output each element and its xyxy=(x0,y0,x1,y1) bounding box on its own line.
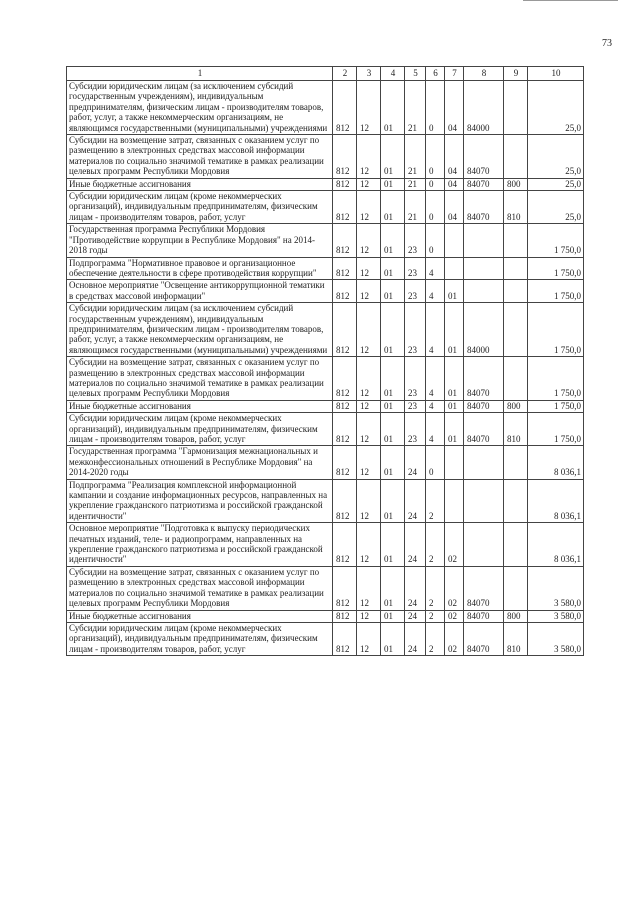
program-code: 21 xyxy=(405,135,426,179)
table-row xyxy=(67,303,584,357)
table-row xyxy=(67,357,584,401)
section-code: 12 xyxy=(357,566,381,610)
amount: 8 036,1 xyxy=(528,479,584,523)
expense-type-code xyxy=(504,566,528,610)
column-header: 3 xyxy=(357,67,381,81)
program-code: 24 xyxy=(405,622,426,655)
event-code: 01 xyxy=(445,280,464,303)
program-code: 24 xyxy=(405,446,426,479)
column-header: 5 xyxy=(405,67,426,81)
direction-code: 84000 xyxy=(464,81,504,135)
ministry-code: 812 xyxy=(333,610,357,622)
column-header: 2 xyxy=(333,67,357,81)
direction-code: 84000 xyxy=(464,303,504,357)
table-row xyxy=(67,280,584,303)
expense-type-code xyxy=(504,523,528,567)
budget-table xyxy=(66,66,583,656)
program-code: 23 xyxy=(405,257,426,280)
event-code xyxy=(445,224,464,257)
program-code: 24 xyxy=(405,566,426,610)
ministry-code: 812 xyxy=(333,479,357,523)
direction-code: 84070 xyxy=(464,178,504,190)
expense-type-code xyxy=(504,224,528,257)
amount: 1 750,0 xyxy=(528,303,584,357)
table-row xyxy=(67,413,584,446)
direction-code: 84070 xyxy=(464,622,504,655)
row-description: Иные бюджетные ассигнования xyxy=(67,400,333,412)
program-code: 24 xyxy=(405,479,426,523)
section-code: 12 xyxy=(357,81,381,135)
program-code: 21 xyxy=(405,81,426,135)
direction-code xyxy=(464,224,504,257)
subsection-code: 01 xyxy=(381,622,405,655)
table-row xyxy=(67,479,584,523)
ministry-code: 812 xyxy=(333,303,357,357)
section-code: 12 xyxy=(357,610,381,622)
subsection-code: 01 xyxy=(381,413,405,446)
direction-code: 84070 xyxy=(464,357,504,401)
ministry-code: 812 xyxy=(333,257,357,280)
row-description: Субсидии юридическим лицам (кроме некоммерческих организаций), индивидуальным предпринимателям, физическим лицам - производителям товаров, работ, услуг xyxy=(67,622,333,655)
header-row xyxy=(67,67,584,81)
program-code: 23 xyxy=(405,303,426,357)
row-description: Подпрограмма "Реализация комплексной информационной кампании и создание информационных ресурсов, направленных на укрепление гражданского патриотизма и российской гражданской идентичности" xyxy=(67,479,333,523)
amount: 8 036,1 xyxy=(528,523,584,567)
column-header: 10 xyxy=(528,67,584,81)
amount: 1 750,0 xyxy=(528,280,584,303)
subsection-code: 01 xyxy=(381,191,405,224)
column-header: 9 xyxy=(504,67,528,81)
expense-type-code: 810 xyxy=(504,622,528,655)
table-row xyxy=(67,257,584,280)
ministry-code: 812 xyxy=(333,357,357,401)
amount: 25,0 xyxy=(528,191,584,224)
expense-type-code xyxy=(504,135,528,179)
subprogram-code: 2 xyxy=(426,622,445,655)
subprogram-code: 4 xyxy=(426,257,445,280)
event-code xyxy=(445,479,464,523)
ministry-code: 812 xyxy=(333,400,357,412)
ministry-code: 812 xyxy=(333,446,357,479)
subprogram-code: 2 xyxy=(426,479,445,523)
table-row xyxy=(67,566,584,610)
event-code: 04 xyxy=(445,191,464,224)
expense-type-code: 810 xyxy=(504,191,528,224)
row-description: Субсидии на возмещение затрат, связанных с оказанием услуг по размещению в электронных средствах массовой информации материалов по социально значимой тематике в рамках реализации целевых программ Республики Мордовия xyxy=(67,566,333,610)
top-edge-line xyxy=(523,0,618,1)
ministry-code: 812 xyxy=(333,191,357,224)
table-row xyxy=(67,178,584,190)
row-description: Субсидии юридическим лицам (за исключением субсидий государственным учреждениям), индивидуальным предпринимателям, физическим лицам - производителям товаров, работ, услуг, а также некоммерческим организациям, не являющимся государственными (муниципальными) учреждениями xyxy=(67,81,333,135)
subprogram-code: 2 xyxy=(426,566,445,610)
program-code: 21 xyxy=(405,178,426,190)
direction-code xyxy=(464,280,504,303)
subprogram-code: 0 xyxy=(426,224,445,257)
expense-type-code: 800 xyxy=(504,178,528,190)
section-code: 12 xyxy=(357,178,381,190)
row-description: Субсидии юридическим лицам (за исключением субсидий государственным учреждениям), индивидуальным предпринимателям, физическим лицам - производителям товаров, работ, услуг, а также некоммерческим организациям, не являющимся государственными (муниципальными) учреждениями xyxy=(67,303,333,357)
subprogram-code: 2 xyxy=(426,523,445,567)
column-header: 8 xyxy=(464,67,504,81)
expense-type-code xyxy=(504,357,528,401)
subprogram-code: 4 xyxy=(426,413,445,446)
subprogram-code: 0 xyxy=(426,135,445,179)
event-code: 02 xyxy=(445,610,464,622)
table-row xyxy=(67,81,584,135)
direction-code xyxy=(464,257,504,280)
amount: 1 750,0 xyxy=(528,224,584,257)
subsection-code: 01 xyxy=(381,610,405,622)
row-description: Субсидии на возмещение затрат, связанных с оказанием услуг по размещению в электронных средствах массовой информации материалов по социально значимой тематике в рамках реализации целевых программ Республики Мордовия xyxy=(67,357,333,401)
row-description: Подпрограмма "Нормативное правовое и организационное обеспечение деятельности в сфере противодействия коррупции" xyxy=(67,257,333,280)
section-code: 12 xyxy=(357,413,381,446)
subsection-code: 01 xyxy=(381,178,405,190)
subprogram-code: 4 xyxy=(426,400,445,412)
ministry-code: 812 xyxy=(333,413,357,446)
event-code: 02 xyxy=(445,523,464,567)
expense-type-code: 800 xyxy=(504,610,528,622)
event-code: 01 xyxy=(445,413,464,446)
event-code xyxy=(445,257,464,280)
amount: 1 750,0 xyxy=(528,257,584,280)
subprogram-code: 4 xyxy=(426,357,445,401)
row-description: Основное мероприятие "Освещение антикоррупционной тематики в средствах массовой информации" xyxy=(67,280,333,303)
amount: 8 036,1 xyxy=(528,446,584,479)
program-code: 23 xyxy=(405,400,426,412)
section-code: 12 xyxy=(357,303,381,357)
direction-code: 84070 xyxy=(464,135,504,179)
direction-code xyxy=(464,446,504,479)
event-code: 04 xyxy=(445,178,464,190)
column-header: 7 xyxy=(445,67,464,81)
section-code: 12 xyxy=(357,479,381,523)
program-code: 23 xyxy=(405,280,426,303)
expense-type-code xyxy=(504,446,528,479)
event-code: 01 xyxy=(445,357,464,401)
expense-type-code xyxy=(504,81,528,135)
program-code: 23 xyxy=(405,357,426,401)
event-code: 04 xyxy=(445,81,464,135)
section-code: 12 xyxy=(357,257,381,280)
event-code: 01 xyxy=(445,303,464,357)
amount: 3 580,0 xyxy=(528,566,584,610)
section-code: 12 xyxy=(357,135,381,179)
ministry-code: 812 xyxy=(333,81,357,135)
amount: 1 750,0 xyxy=(528,400,584,412)
subprogram-code: 4 xyxy=(426,303,445,357)
amount: 25,0 xyxy=(528,135,584,179)
expense-type-code xyxy=(504,257,528,280)
subsection-code: 01 xyxy=(381,303,405,357)
subsection-code: 01 xyxy=(381,280,405,303)
row-description: Государственная программа "Гармонизация межнациональных и межконфессиональных отношений в Республике Мордовия" на 2014-2020 годы xyxy=(67,446,333,479)
subsection-code: 01 xyxy=(381,523,405,567)
direction-code xyxy=(464,523,504,567)
subprogram-code: 0 xyxy=(426,81,445,135)
section-code: 12 xyxy=(357,224,381,257)
amount: 1 750,0 xyxy=(528,413,584,446)
ministry-code: 812 xyxy=(333,135,357,179)
program-code: 23 xyxy=(405,224,426,257)
section-code: 12 xyxy=(357,357,381,401)
section-code: 12 xyxy=(357,280,381,303)
ministry-code: 812 xyxy=(333,224,357,257)
subprogram-code: 0 xyxy=(426,191,445,224)
expense-type-code xyxy=(504,303,528,357)
amount: 25,0 xyxy=(528,178,584,190)
page-number: 73 xyxy=(602,38,612,49)
event-code: 02 xyxy=(445,622,464,655)
table-row xyxy=(67,400,584,412)
event-code: 04 xyxy=(445,135,464,179)
row-description: Субсидии юридическим лицам (кроме некоммерческих организаций), индивидуальным предпринимателям, физическим лицам - производителям товаров, работ, услуг xyxy=(67,413,333,446)
table-row xyxy=(67,622,584,655)
ministry-code: 812 xyxy=(333,178,357,190)
column-header: 6 xyxy=(426,67,445,81)
program-code: 24 xyxy=(405,523,426,567)
amount: 25,0 xyxy=(528,81,584,135)
event-code: 01 xyxy=(445,400,464,412)
table-row xyxy=(67,191,584,224)
direction-code: 84070 xyxy=(464,610,504,622)
subsection-code: 01 xyxy=(381,257,405,280)
row-description: Субсидии юридическим лицам (кроме некоммерческих организаций), индивидуальным предпринимателям, физическим лицам - производителям товаров, работ, услуг xyxy=(67,191,333,224)
section-code: 12 xyxy=(357,191,381,224)
amount: 3 580,0 xyxy=(528,622,584,655)
column-header: 4 xyxy=(381,67,405,81)
table-row xyxy=(67,610,584,622)
section-code: 12 xyxy=(357,622,381,655)
subsection-code: 01 xyxy=(381,357,405,401)
direction-code: 84070 xyxy=(464,566,504,610)
program-code: 24 xyxy=(405,610,426,622)
expense-type-code xyxy=(504,280,528,303)
amount: 3 580,0 xyxy=(528,610,584,622)
subprogram-code: 0 xyxy=(426,178,445,190)
table-row xyxy=(67,523,584,567)
ministry-code: 812 xyxy=(333,523,357,567)
row-description: Иные бюджетные ассигнования xyxy=(67,178,333,190)
subprogram-code: 4 xyxy=(426,280,445,303)
subprogram-code: 0 xyxy=(426,446,445,479)
expense-type-code: 800 xyxy=(504,400,528,412)
ministry-code: 812 xyxy=(333,280,357,303)
event-code xyxy=(445,446,464,479)
subsection-code: 01 xyxy=(381,400,405,412)
section-code: 12 xyxy=(357,400,381,412)
expense-type-code xyxy=(504,479,528,523)
direction-code: 84070 xyxy=(464,400,504,412)
row-description: Иные бюджетные ассигнования xyxy=(67,610,333,622)
table-row xyxy=(67,446,584,479)
ministry-code: 812 xyxy=(333,622,357,655)
event-code: 02 xyxy=(445,566,464,610)
direction-code: 84070 xyxy=(464,191,504,224)
subsection-code: 01 xyxy=(381,566,405,610)
row-description: Основное мероприятие "Подготовка к выпуску периодических печатных изданий, теле- и радиопрограмм, направленных на укрепление гражданского патриотизма и российской гражданской идентичности" xyxy=(67,523,333,567)
ministry-code: 812 xyxy=(333,566,357,610)
column-header: 1 xyxy=(67,67,333,81)
direction-code: 84070 xyxy=(464,413,504,446)
program-code: 21 xyxy=(405,191,426,224)
program-code: 23 xyxy=(405,413,426,446)
subsection-code: 01 xyxy=(381,135,405,179)
section-code: 12 xyxy=(357,523,381,567)
subsection-code: 01 xyxy=(381,224,405,257)
subsection-code: 01 xyxy=(381,81,405,135)
row-description: Государственная программа Республики Мордовия "Противодействие коррупции в Республике Мордовия" на 2014-2018 годы xyxy=(67,224,333,257)
amount: 1 750,0 xyxy=(528,357,584,401)
table-row xyxy=(67,135,584,179)
table-row xyxy=(67,224,584,257)
direction-code xyxy=(464,479,504,523)
row-description: Субсидии на возмещение затрат, связанных с оказанием услуг по размещению в электронных средствах массовой информации материалов по социально значимой тематике в рамках реализации целевых программ Республики Мордовия xyxy=(67,135,333,179)
expense-type-code: 810 xyxy=(504,413,528,446)
section-code: 12 xyxy=(357,446,381,479)
subsection-code: 01 xyxy=(381,446,405,479)
subsection-code: 01 xyxy=(381,479,405,523)
subprogram-code: 2 xyxy=(426,610,445,622)
